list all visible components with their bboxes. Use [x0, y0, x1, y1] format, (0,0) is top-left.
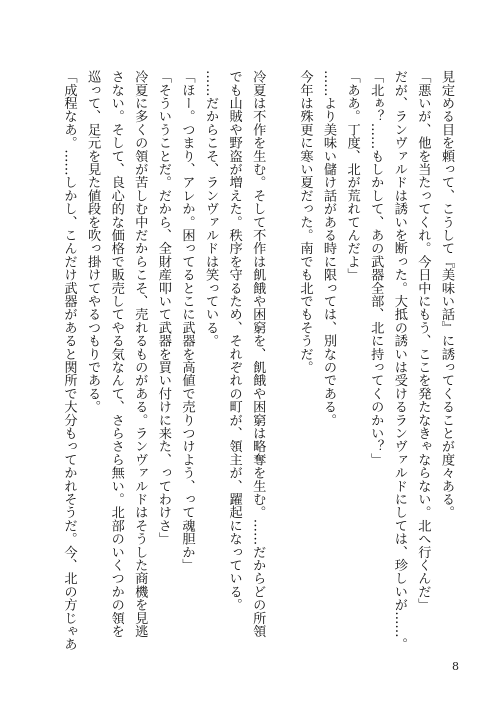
text-line: 「ああ。丁度、北が荒れてんだよ」 — [344, 70, 360, 282]
text-line: 「ほー。つまり、アレか。困ってるとこに武器を高値で売りつけよう、って魂胆か」 — [179, 70, 195, 572]
text-line: 巡って、足元を見た値段を吹っ掛けてやるつもりである。 — [85, 70, 101, 414]
text-line: 「悪いが、他を当たってくれ。今日中にもう、ここを発たなきゃならない。北へ行くんだ」 — [415, 70, 431, 612]
text-line: でも山賊や野盗が増えた。秩序を守るため、それぞれの町が、領主が、躍起になっている。 — [226, 70, 242, 612]
text-line: 冷夏に多くの領が苦しむ中だからこそ、売れるものがある。ランヴァルドはそうした商機を見逃 — [132, 70, 148, 638]
text-line: 「成程なあ。……しかし、こんだけ武器があると関所で大分もってかれそうだ。今、北の方じゃあ — [61, 70, 77, 651]
text-line: 見定める目を頼って、こうして『美味い話』に誘ってくることが度々ある。 — [439, 70, 454, 519]
text-line: 「北ぁ？……もしかして、あの武器全部、北に持ってくのかい？」 — [368, 70, 384, 466]
page-number: 8 — [452, 660, 459, 673]
text-line: 冷夏は不作を生む。そして不作は飢餓や困窮を、飢餓や困窮は略奪を生む。……だからどの所領 — [250, 70, 266, 638]
text-line: さない。そして、良心的な価格で販売してやる気なんて、さらさら無い。北部のいくつかの領を — [108, 70, 124, 638]
text-line: 「そういうことだ。だから、全財産叩いて武器を買い付けに来た、ってわけさ」 — [155, 70, 171, 546]
text-line: だが、ランヴァルドは誘いを断った。大抵の誘いは受けるランヴァルドにしては、珍しいが……。 — [391, 70, 407, 651]
text-line: ……だからこそ、ランヴァルドは笑っている。 — [203, 70, 219, 348]
text-line: ……より美味い儲け話がある時に限っては、別なのである。 — [321, 70, 337, 427]
vertical-text-block — [57, 70, 458, 660]
text-line: 今年は殊更に寒い夏だった。南でも北でもそうだ。 — [297, 70, 313, 374]
